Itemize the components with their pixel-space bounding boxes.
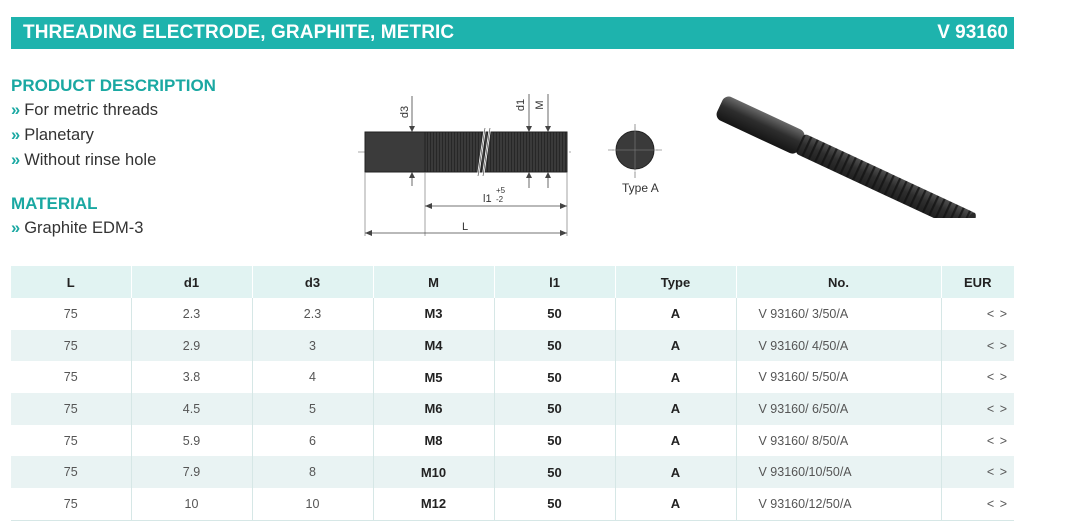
cell-d3: 2.3 <box>252 298 373 330</box>
cell-order-no[interactable]: V 93160/ 3/50/A <box>736 298 941 330</box>
table-row <box>11 330 1014 362</box>
material-list <box>11 216 143 241</box>
d3-label: d3 <box>399 105 411 119</box>
cell-order-no[interactable]: V 93160/ 6/50/A <box>736 393 941 425</box>
cell-d3: 3 <box>252 330 373 362</box>
page-title: THREADING ELECTRODE, GRAPHITE, METRIC <box>23 22 455 43</box>
product-table <box>11 266 1014 521</box>
cell-m: M5 <box>373 361 494 393</box>
material-heading: MATERIAL <box>11 194 98 213</box>
cell-type: A <box>615 456 736 488</box>
m-label: M <box>534 100 546 110</box>
table-row <box>11 361 1014 393</box>
cell-d1: 4.5 <box>131 393 252 425</box>
electrode-drawing <box>352 90 582 240</box>
cell-eur: < > <box>986 433 1008 448</box>
cell-l1: 50 <box>494 361 615 393</box>
table-row <box>11 456 1014 488</box>
chevron-icon: » <box>11 219 20 237</box>
d1-label: d1 <box>515 98 527 112</box>
cell-eur: < > <box>941 456 1014 488</box>
cell-d3: 4 <box>252 361 373 393</box>
cell-order-no[interactable]: V 93160/12/50/A <box>736 488 941 520</box>
col-header-eur: EUR <box>941 266 1014 298</box>
cell-order-no[interactable]: V 93160/10/50/A <box>736 456 941 488</box>
cell-m: M3 <box>373 298 494 330</box>
cell-m: M12 <box>373 488 494 520</box>
cell-l: 75 <box>11 425 131 457</box>
cell-order-no[interactable]: V 93160/ 4/50/A <box>736 330 941 362</box>
cell-d3: 10 <box>252 488 373 520</box>
table-header-row <box>11 266 1014 298</box>
title-bar <box>11 17 1014 49</box>
cell-type: A <box>615 330 736 362</box>
col-header-no: No. <box>736 266 941 298</box>
l1-tol-plus: +5 <box>496 186 506 195</box>
cell-order-no[interactable]: V 93160/ 5/50/A <box>736 361 941 393</box>
table-row <box>11 488 1014 520</box>
cell-type: A <box>615 298 736 330</box>
table-row <box>11 298 1014 330</box>
l1-tol-minus: -2 <box>496 195 504 204</box>
cell-type: A <box>615 488 736 520</box>
cell-eur: < > <box>986 370 1008 385</box>
cell-d1: 3.8 <box>131 361 252 393</box>
cell-eur: < > <box>941 330 1014 362</box>
cell-l1: 50 <box>494 425 615 457</box>
cell-d3: 8 <box>252 456 373 488</box>
cell-d1: 2.3 <box>131 298 252 330</box>
cell-type: A <box>615 361 736 393</box>
col-header-l: L <box>11 266 131 298</box>
cell-type: A <box>615 425 736 457</box>
cell-m: M4 <box>373 330 494 362</box>
cell-d3: 5 <box>252 393 373 425</box>
cell-l1: 50 <box>494 330 615 362</box>
col-header-d3: d3 <box>252 266 373 298</box>
cell-order-no[interactable]: V 93160/ 8/50/A <box>736 425 941 457</box>
cell-eur: < > <box>986 306 1008 321</box>
chevron-icon: » <box>11 126 20 144</box>
description-item: » Planetary <box>11 126 94 144</box>
cell-d1: 2.9 <box>131 330 252 362</box>
cell-l1: 50 <box>494 456 615 488</box>
product-photo <box>710 88 1000 218</box>
cell-m: M8 <box>373 425 494 457</box>
col-header-m: M <box>373 266 494 298</box>
material-item: » Graphite EDM-3 <box>11 219 144 237</box>
chevron-icon: » <box>11 151 20 169</box>
cell-l: 75 <box>11 488 131 520</box>
cell-type: A <box>615 393 736 425</box>
description-item: » Without rinse hole <box>11 151 157 169</box>
cell-d1: 10 <box>131 488 252 520</box>
col-header-l1: l1 <box>494 266 615 298</box>
table-row <box>11 393 1014 425</box>
type-a-section <box>606 122 686 202</box>
length-label: L <box>462 221 469 233</box>
cell-l: 75 <box>11 361 131 393</box>
cell-l: 75 <box>11 330 131 362</box>
product-description-heading: PRODUCT DESCRIPTION <box>11 76 216 95</box>
col-header-type: Type <box>615 266 736 298</box>
product-code: V 93160 <box>937 22 1008 43</box>
chevron-icon: » <box>11 101 20 119</box>
cell-m: M6 <box>373 393 494 425</box>
cell-l: 75 <box>11 393 131 425</box>
product-description-list <box>11 98 158 173</box>
cell-d3: 6 <box>252 425 373 457</box>
col-header-d1: d1 <box>131 266 252 298</box>
cell-eur: < > <box>941 393 1014 425</box>
cell-l1: 50 <box>494 298 615 330</box>
cell-l: 75 <box>11 298 131 330</box>
cell-d1: 5.9 <box>131 425 252 457</box>
cell-eur: < > <box>941 488 1014 520</box>
cell-l: 75 <box>11 456 131 488</box>
l1-label: l1 <box>483 193 492 205</box>
cell-l1: 50 <box>494 393 615 425</box>
type-a-label: Type A <box>622 181 659 195</box>
cell-d1: 7.9 <box>131 456 252 488</box>
table-row <box>11 425 1014 457</box>
cell-m: M10 <box>373 456 494 488</box>
description-item: » For metric threads <box>11 101 159 119</box>
cell-l1: 50 <box>494 488 615 520</box>
